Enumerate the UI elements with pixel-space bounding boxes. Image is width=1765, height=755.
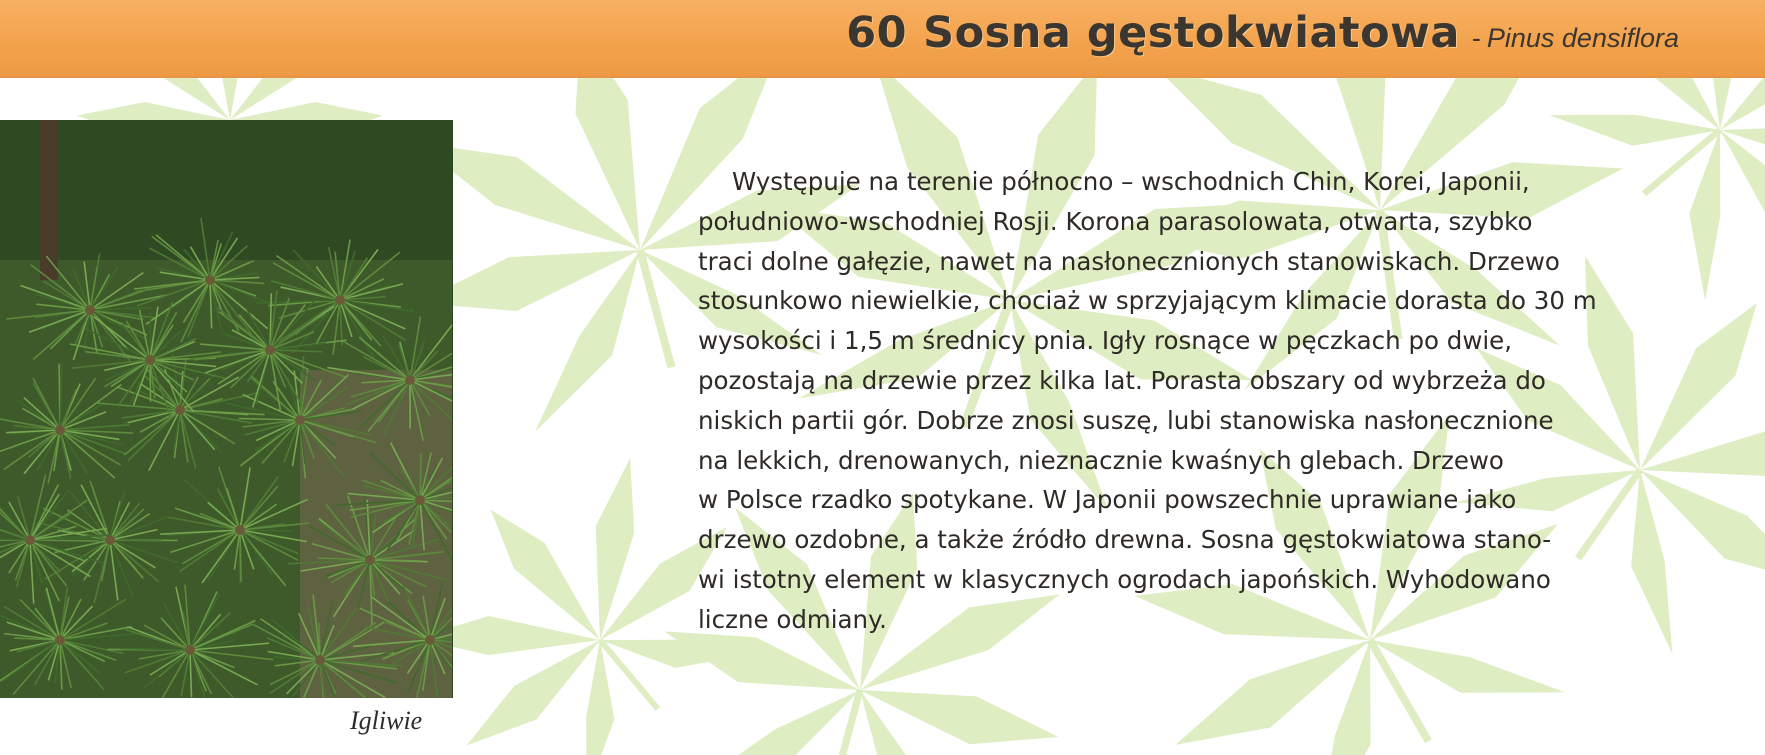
- description-line: w Polsce rzadko spotykane. W Japonii powszechnie uprawiane jako: [698, 485, 1517, 515]
- description-line: Występuje na terenie północno – wschodnich Chin, Korei, Japonii,: [732, 167, 1530, 196]
- description-line: liczne odmiany.: [698, 604, 887, 634]
- photo-caption: Igliwie: [350, 706, 423, 735]
- species-description: [698, 162, 1678, 640]
- pine-needles-photo: [0, 120, 453, 698]
- description-line: traci dolne gałęzie, nawet na nasłonecznionych stanowiskach. Drzewo: [698, 246, 1560, 276]
- description-line: pozostają na drzewie przez kilka lat. Porasta obszary od wybrzeża do: [698, 365, 1546, 395]
- description-line: stosunkowo niewielkie, chociaż w sprzyjającym klimacie dorasta do 30 m: [698, 286, 1597, 316]
- species-name: Sosna gęstokwiatowa: [923, 8, 1460, 58]
- description-line: drzewo ozdobne, a także źródło drewna. Sosna gęstokwiatowa stano-: [698, 525, 1552, 555]
- description-line: południowo-wschodniej Rosji. Korona parasolowata, otwarta, szybko: [698, 206, 1533, 236]
- description-line: na lekkich, drenowanych, nieznacznie kwaśnych glebach. Drzewo: [698, 445, 1504, 475]
- description-line: wysokości i 1,5 m średnicy pnia. Igły rosnące w pęczkach po dwie,: [698, 326, 1513, 356]
- species-number: 60: [846, 8, 908, 58]
- title-band: [0, 0, 1765, 78]
- pine-needles-image: [0, 120, 452, 698]
- page-title: [846, 8, 1679, 68]
- title-separator: -: [1471, 23, 1481, 53]
- latin-name: Pinus densiflora: [1486, 23, 1679, 53]
- description-line: niskich partii gór. Dobrze znosi suszę, lubi stanowiska nasłonecznione: [698, 405, 1554, 435]
- description-line: wi istotny element w klasycznych ogrodach japońskich. Wyhodowano: [698, 564, 1551, 594]
